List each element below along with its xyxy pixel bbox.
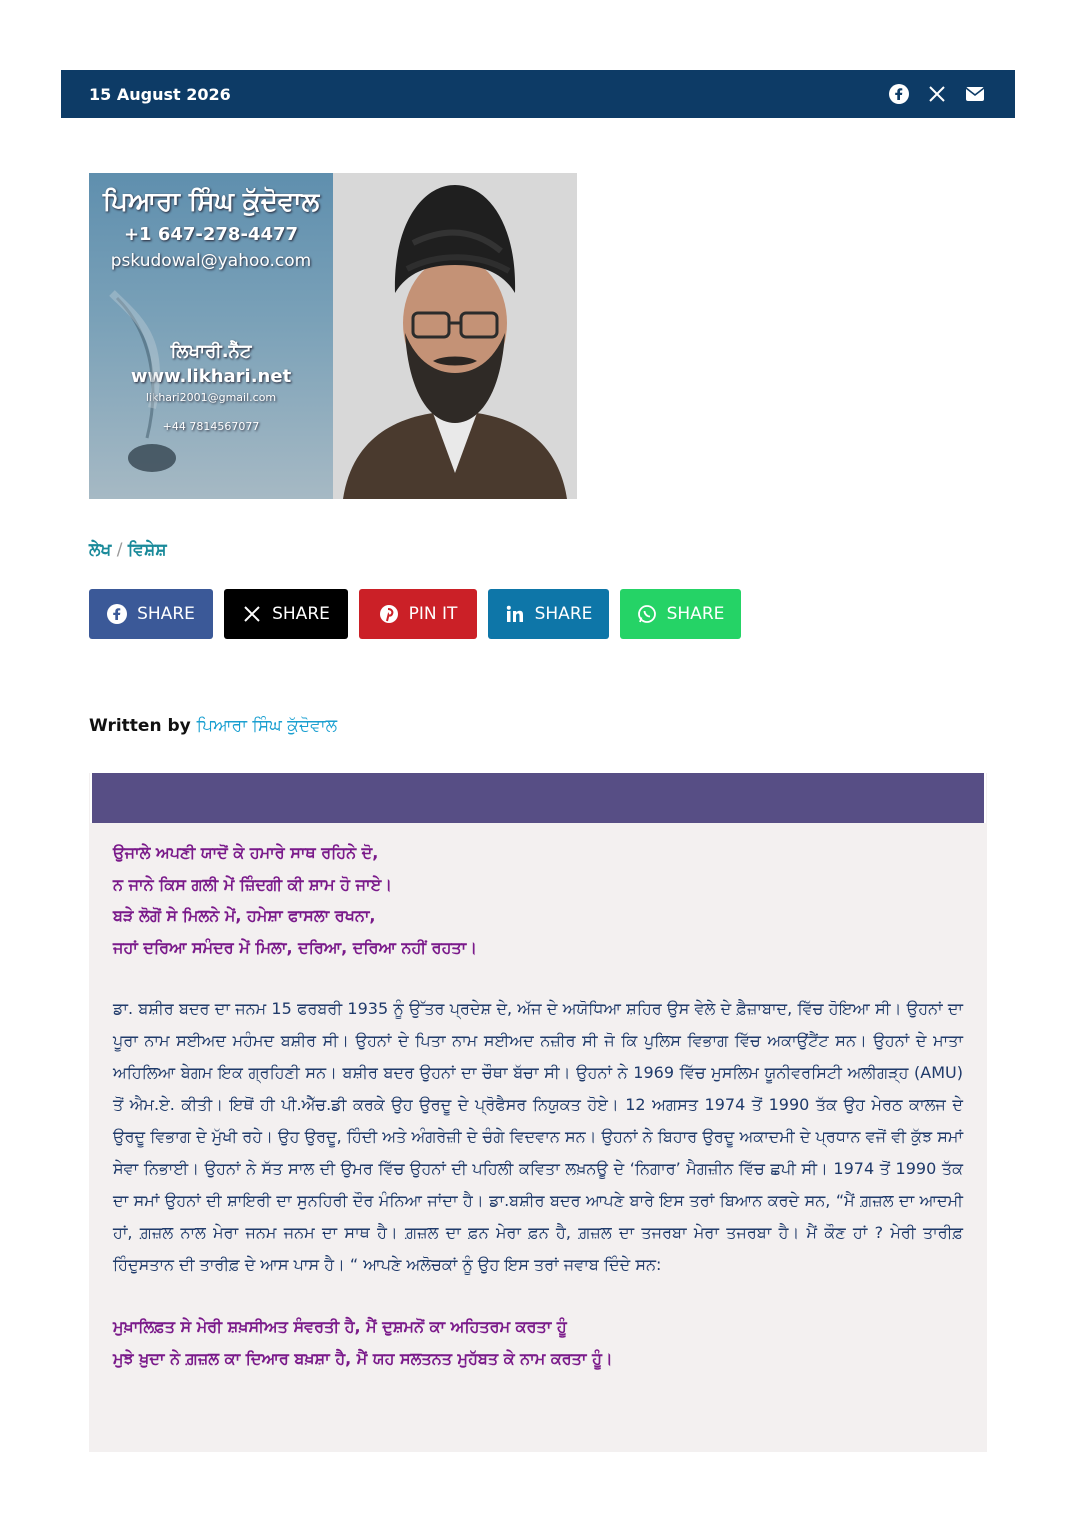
top-bar: [61, 70, 1015, 118]
header-date: 15 August 2026: [89, 84, 231, 104]
x-icon: [242, 604, 262, 624]
poem-line: ਬੜੇ ਲੋਗੋਂ ਸੇ ਮਿਲਨੇ ਮੇਂ, ਹਮੇਸ਼ਾ ਫਾਸਲਾ ਰਖਨਾ,: [113, 906, 376, 925]
image-brand-website: www.likhari.net: [130, 366, 292, 387]
article-author: [89, 716, 337, 736]
image-brand-name: ਲਿਖਾਰੀ.ਨੈੱਟ: [170, 341, 252, 362]
opening-poem: [113, 837, 963, 963]
portrait-illustration: [333, 173, 577, 499]
featured-image-text-panel: [89, 173, 333, 499]
image-author-name: ਪਿਆਰਾ ਸਿੰਘ ਕੁੱਦੋਵਾਲ: [102, 187, 320, 217]
whatsapp-share-button[interactable]: [620, 589, 741, 639]
breadcrumb-category-lekh[interactable]: ਲੇਖ: [89, 540, 112, 560]
poem-line: ਉਜਾਲੇ ਅਪਣੀ ਯਾਦੋਂ ਕੇ ਹਮਾਰੇ ਸਾਥ ਰਹਿਨੇ ਦੋ,: [113, 843, 379, 862]
x-icon[interactable]: [925, 82, 949, 106]
facebook-share-label: SHARE: [137, 604, 195, 624]
article-paragraph: ਡਾ. ਬਸ਼ੀਰ ਬਦਰ ਦਾ ਜਨਮ 15 ਫਰਬਰੀ 1935 ਨੂੰ ਉੱਤਰ ਪ੍ਰਦੇਸ਼ ਦੇ, ਅੱਜ ਦੇ ਅਯੋਧਿਆ ਸ਼ਹਿਰ ਉਸ ਵੇਲੇ ਦੇ ਫ਼ੈਜ਼ਾਬਾਦ, ਵਿੱਚ ਹੋਇਆ ਸੀ। ਉਹਨਾਂ ਦਾ ਪੂਰਾ ਨਾਮ ਸਈਅਦ ਮਹੰਮਦ ਬਸ਼ੀਰ ਸੀ। ਉਹਨਾਂ ਦੇ ਪਿਤਾ ਨਾਮ ਸਈਅਦ ਨਜ਼ੀਰ ਸੀ ਜੋ ਕਿ ਪੁਲਿਸ ਵਿਭਾਗ ਵਿੱਚ ਅਕਾਉਂਟੈਂਟ ਸਨ। ਉਹਨਾਂ ਦੇ ਮਾਤਾ ਅਹਿਲਿਆ ਬੇਗਮ ਇਕ ਗ੍ਰਹਿਣੀ ਸਨ। ਬਸ਼ੀਰ ਬਦਰ ਉਹਨਾਂ ਦਾ ਚੌਥਾ ਬੱਚਾ ਸੀ। ਉਹਨਾਂ ਨੇ 1969 ਵਿੱਚ ਮੁਸਲਿਮ ਯੂਨੀਵਰਸਿਟੀ ਅਲੀਗੜ੍ਹ (AMU) ਤੋਂ ਐਮ.ਏ. ਕੀਤੀ। ਇਥੋਂ ਹੀ ਪੀ.ਐੱਚ.ਡੀ ਕਰਕੇ ਉਹ ਉਰਦੂ ਦੇ ਪ੍ਰੋਫੈਸਰ ਨਿਯੁਕਤ ਹੋਏ। 12 ਅਗਸਤ 1974 ਤੋਂ 1990 ਤੱਕ ਉਹ ਮੇਰਠ ਕਾਲਜ ਦੇ ਉਰਦੂ ਵਿਭਾਗ ਦੇ ਮੁੱਖੀ ਰਹੇ। ਉਹ ਉਰਦੂ, ਹਿੰਦੀ ਅਤੇ ਅੰਗਰੇਜ਼ੀ ਦੇ ਚੰਗੇ ਵਿਦਵਾਨ ਸਨ। ਉਹਨਾਂ ਨੇ ਬਿਹਾਰ ਉਰਦੂ ਅਕਾਦਮੀ ਦੇ ਪ੍ਰਧਾਨ ਵਜੋਂ ਵੀ ਕੁੱਝ ਸਮਾਂ ਸੇਵਾ ਨਿਭਾਈ। ਉਹਨਾਂ ਨੇ ਸੱਤ ਸਾਲ ਦੀ ਉਮਰ ਵਿੱਚ ਉਹਨਾਂ ਦੀ ਪਹਿਲੀ ਕਵਿਤਾ ਲਖ਼ਨਊ ਦੇ ‘ਨਿਗਾਰ’ ਮੈਗਜ਼ੀਨ ਵਿੱਚ ਛਪੀ ਸੀ। 1974 ਤੋਂ 1990 ਤੱਕ ਦਾ ਸਮਾਂ ਉਹਨਾਂ ਦੀ ਸ਼ਾਇਰੀ ਦਾ ਸੁਨਹਿਰੀ ਦੌਰ ਮੰਨਿਆ ਜਾਂਦਾ ਹੈ। ਡਾ.ਬਸ਼ੀਰ ਬਦਰ ਆਪਣੇ ਬਾਰੇ ਇਸ ਤਰਾਂ ਬਿਆਨ ਕਰਦੇ ਸਨ, “ਮੈਂ ਗ਼ਜ਼ਲ ਦਾ ਆਦਮੀ ਹਾਂ, ਗ਼ਜ਼ਲ ਨਾਲ ਮੇਰਾ ਜਨਮ ਜਨਮ ਦਾ ਸਾਥ ਹੈ। ਗ਼ਜ਼ਲ ਦਾ ਫ਼ਨ ਮੇਰਾ ਫ਼ਨ ਹੈ, ਗ਼ਜ਼ਲ ਦਾ ਤਜਰਬਾ ਮੇਰਾ ਤਜਰਬਾ ਹੈ। ਮੈਂ ਕੌਣ ਹਾਂ ? ਮੇਰੀ ਤਾਰੀਫ਼ ਹਿੰਦੁਸਤਾਨ ਦੀ ਤਾਰੀਫ਼ ਦੇ ਆਸ ਪਾਸ ਹੈ। “ ਆਪਣੇ ਅਲੋਚਕਾਂ ਨੂੰ ਉਹ ਇਸ ਤਰਾਂ ਜਵਾਬ ਦਿੰਦੇ ਸਨ:: [113, 999, 963, 1274]
image-author-email: pskudowal@yahoo.com: [110, 251, 312, 271]
pinterest-pin-button[interactable]: [359, 589, 477, 639]
linkedin-share-button[interactable]: [488, 589, 609, 639]
image-brand-email: likhari2001@gmail.com: [145, 391, 277, 404]
pinterest-icon: [379, 604, 399, 624]
envelope-icon[interactable]: [963, 82, 987, 106]
author-portrait: [333, 173, 577, 499]
closing-poem: [113, 1311, 963, 1374]
author-prefix: Written by: [89, 716, 191, 736]
article-content: [89, 773, 987, 1452]
poem-line: ਜਹਾਂ ਦਰਿਆ ਸਮੰਦਰ ਮੇਂ ਮਿਲਾ, ਦਰਿਆ, ਦਰਿਆ ਨਹੀਂ ਰਹਤਾ।: [113, 937, 478, 957]
facebook-icon[interactable]: [887, 82, 911, 106]
breadcrumb-category-vishesh[interactable]: ਵਿਸ਼ੇਸ਼: [127, 540, 167, 560]
linkedin-share-label: SHARE: [534, 604, 593, 624]
facebook-icon: [107, 604, 127, 624]
x-share-label: SHARE: [272, 604, 330, 624]
header-social-links: [887, 82, 987, 106]
x-share-button[interactable]: [224, 589, 348, 639]
author-link[interactable]: ਪਿਆਰਾ ਸਿੰਘ ਕੁੱਦੋਵਾਲ: [196, 716, 338, 736]
image-author-phone: +1 647-278-4477: [123, 224, 299, 245]
article-body: [89, 823, 987, 1374]
breadcrumb: [89, 540, 167, 560]
whatsapp-share-label: SHARE: [666, 604, 725, 624]
breadcrumb-separator: /: [116, 540, 123, 560]
poem-line: ਮੁਖ਼ਾਲਿਫ਼ਤ ਸੇ ਮੇਰੀ ਸ਼ਖ਼ਸੀਅਤ ਸੰਵਰਤੀ ਹੈ, ਮੈਂ ਦੁਸ਼ਮਨੋਂ ਕਾ ਅਹਿਤਰਮ ਕਰਤਾ ਹੂੰ: [113, 1317, 567, 1336]
share-buttons: [89, 589, 741, 639]
poem-line: ਨ ਜਾਨੇ ਕਿਸ ਗਲੀ ਮੇਂ ਜ਼ਿੰਦਗੀ ਕੀ ਸ਼ਾਮ ਹੋ ਜਾਏ।: [113, 874, 393, 894]
article-header-band: [90, 773, 986, 823]
featured-image: [89, 173, 577, 499]
facebook-share-button[interactable]: [89, 589, 213, 639]
image-brand-phone: +44 7814567077: [162, 420, 260, 433]
linkedin-icon: [505, 604, 525, 624]
whatsapp-icon: [637, 604, 657, 624]
poem-line: ਮੁਝੇ ਖ਼ੁਦਾ ਨੇ ਗ਼ਜ਼ਲ ਕਾ ਦਿਆਰ ਬਖ਼ਸ਼ਾ ਹੈ, ਮੈਂ ਯਹ ਸਲਤਨਤ ਮੁਹੱਬਤ ਕੇ ਨਾਮ ਕਰਤਾ ਹੂੰ।: [113, 1348, 613, 1368]
quill-ink-icon: [107, 288, 177, 478]
pinterest-pin-label: PIN IT: [408, 604, 458, 624]
